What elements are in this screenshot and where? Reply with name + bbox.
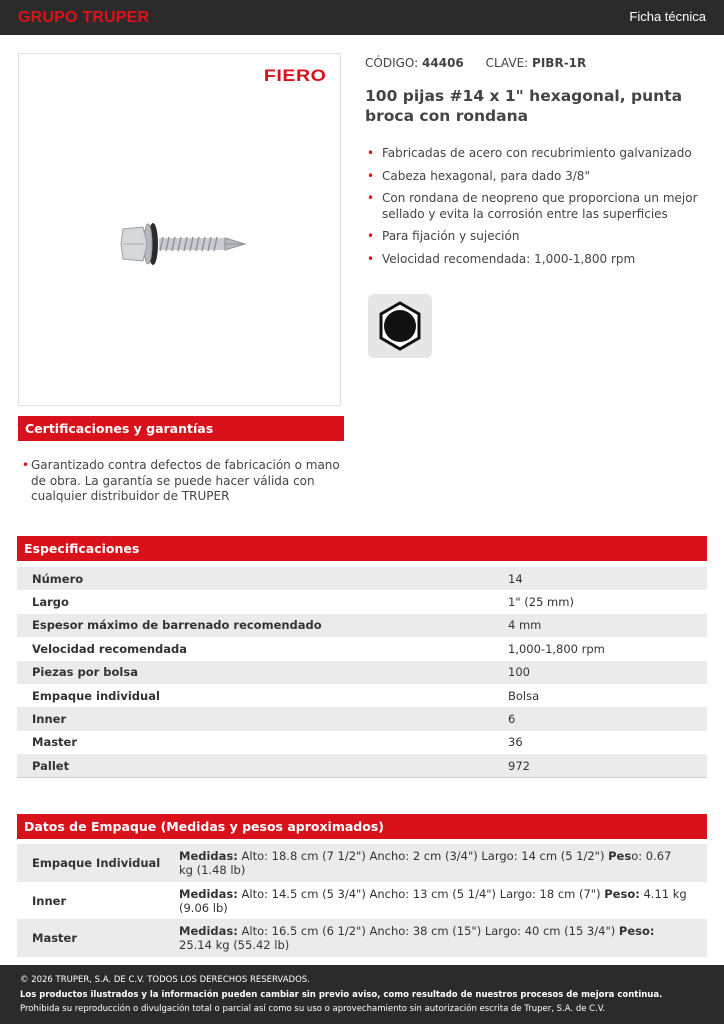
- pack-value: [179, 919, 707, 957]
- codigo-label: CÓDIGO:: [365, 56, 419, 70]
- table-row: [17, 844, 707, 882]
- spec-key: Largo: [32, 595, 69, 610]
- top-bar: [0, 0, 724, 35]
- packaging-heading: Datos de Empaque (Medidas y pesos aproximados): [17, 814, 707, 839]
- spec-value: 972: [508, 754, 707, 777]
- spec-value: 36: [508, 735, 523, 750]
- spec-key: Master: [32, 735, 78, 750]
- codigo-value: 44406: [422, 56, 464, 70]
- medidas-label: Medidas:: [179, 924, 238, 939]
- table-row: [17, 684, 707, 707]
- spec-value: 1,000-1,800 rpm: [508, 641, 605, 656]
- certifications-heading: Certificaciones y garantías: [18, 416, 344, 441]
- table-row: [17, 919, 707, 957]
- clave-value: PIBR-1R: [532, 56, 587, 70]
- footer: [0, 965, 724, 1024]
- peso-text: o: 0.67 kg (1.48 lb): [179, 848, 672, 877]
- warranty-text: • Garantizado contra defectos de fabricación o mano de obra. La garantía se puede hacer válida con cualquier distribuidor de TRUPER: [22, 458, 342, 505]
- spec-value: 100: [508, 661, 707, 684]
- table-row: [17, 614, 707, 637]
- specs-table: [17, 567, 707, 778]
- spec-key: Piezas por bolsa: [17, 661, 508, 684]
- peso-label: Peso:: [604, 886, 640, 901]
- spec-key: Inner: [17, 707, 508, 730]
- notice-text: Los productos ilustrados y la información pueden cambiar sin previo aviso, como resultado de nuestros procesos de mejora continua.: [20, 989, 663, 1000]
- fiero-logo: FIERO: [263, 66, 326, 85]
- table-row: [17, 754, 707, 777]
- feature-item: • Velocidad recomendada: 1,000-1,800 rpm: [367, 252, 707, 268]
- spec-key: Velocidad recomendada: [32, 641, 188, 656]
- feature-item: • Con rondana de neopreno que proporciona un mejor sellado y evita la corrosión entre las superficies: [367, 191, 707, 222]
- spec-key: Espesor máximo de barrenado recomendado: [17, 614, 508, 637]
- peso-text: 25.14 kg (55.42 lb): [179, 938, 290, 953]
- screw-icon: [117, 209, 247, 279]
- spec-key: Empaque individual: [32, 688, 160, 703]
- spec-key: Pallet: [17, 754, 508, 777]
- dims-text: Alto: 18.8 cm (7 1/2") Ancho: 2 cm (3/4") Largo: 14 cm (5 1/2"): [237, 848, 609, 863]
- table-row: [17, 590, 707, 613]
- feature-item: • Para fijación y sujeción: [367, 229, 707, 245]
- medidas-label: Medidas:: [179, 848, 238, 863]
- product-title: 100 pijas #14 x 1" hexagonal, punta broca con rondana: [365, 87, 683, 125]
- product-codes: [365, 56, 586, 70]
- packaging-table: [17, 844, 707, 957]
- pack-key: Empaque Individual: [17, 844, 179, 882]
- spec-value: 14: [508, 567, 707, 590]
- feature-list: [367, 146, 707, 274]
- table-row: [17, 707, 707, 730]
- spec-value: 1" (25 mm): [508, 595, 574, 610]
- spec-value: 4 mm: [508, 614, 707, 637]
- peso-label: Pes: [608, 848, 632, 863]
- feature-item: • Fabricadas de acero con recubrimiento galvanizado: [367, 146, 707, 162]
- hex-head-icon: [368, 294, 432, 358]
- peso-text: 4.11 kg (9.06 lb): [179, 886, 687, 915]
- brand-logo: GRUPO TRUPER: [18, 9, 150, 26]
- table-row: [17, 567, 707, 590]
- pack-value: [179, 844, 707, 882]
- table-row: [17, 731, 707, 754]
- specs-heading: Especificaciones: [17, 536, 707, 561]
- table-row: [17, 637, 707, 660]
- doc-type-label: Ficha técnica: [629, 9, 706, 24]
- spec-value: Bolsa: [508, 688, 540, 703]
- medidas-label: Medidas:: [179, 886, 238, 901]
- spec-value: 6: [508, 707, 707, 730]
- table-row: [17, 661, 707, 684]
- product-image-panel: [18, 53, 341, 406]
- pack-key: Master: [17, 919, 179, 957]
- pack-key: Inner: [32, 893, 67, 908]
- copyright-text: © 2026 TRUPER, S.A. DE C.V. TODOS LOS DERECHOS RESERVADOS.: [20, 975, 310, 985]
- dims-text: Alto: 14.5 cm (5 3/4") Ancho: 13 cm (5 1/4") Largo: 18 cm (7"): [237, 886, 605, 901]
- table-row: [17, 882, 707, 920]
- feature-item: • Cabeza hexagonal, para dado 3/8": [367, 169, 707, 185]
- spec-key: Número: [17, 567, 508, 590]
- dims-text: Alto: 16.5 cm (6 1/2") Ancho: 38 cm (15") Largo: 40 cm (15 3/4"): [237, 924, 619, 939]
- clave-label: CLAVE:: [485, 56, 529, 70]
- pack-value: [179, 882, 707, 920]
- peso-label: Peso:: [618, 924, 655, 939]
- legal-text: Prohibida su reproducción o divulgación total o parcial así como su uso o aprovechamiento sin autorización escrita de Truper, S.A. de C.V.: [20, 1004, 606, 1014]
